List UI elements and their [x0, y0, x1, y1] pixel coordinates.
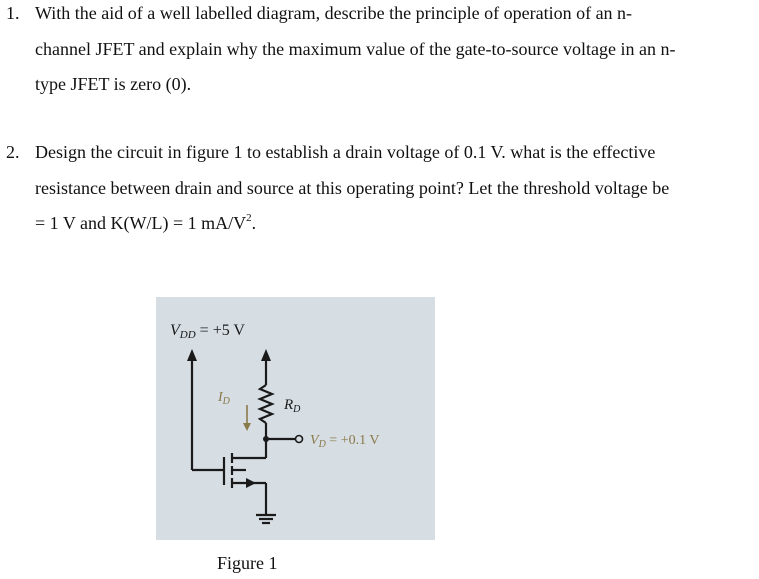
question-text — [35, 0, 755, 103]
rd-label: $R_D$ — [284, 397, 301, 415]
id-label: $I_D$ — [218, 390, 230, 407]
vd-label: $V_D = +0.1$ V — [310, 433, 380, 450]
vdd-label: VDD = +5 V — [170, 322, 245, 341]
question-line: type JFET is zero (0). — [35, 74, 192, 94]
current-arrow-icon — [243, 423, 251, 431]
question-line: With the aid of a well labelled diagram, describe the principle of operation of an n- — [35, 3, 633, 23]
question-number: 2. — [6, 142, 20, 162]
arrow-up-icon — [187, 349, 197, 361]
question-text — [35, 135, 755, 242]
resistor-rd — [260, 385, 272, 423]
figure-caption: Figure 1 — [217, 553, 278, 573]
superscript: 2 — [246, 212, 252, 224]
question-line: Design the circuit in figure 1 to establish a drain voltage of 0.1 V. what is the effective — [35, 142, 656, 162]
source-arrow-icon — [246, 478, 256, 488]
junction-dot — [263, 436, 269, 442]
question-line-text: = 1 V and K(W/L) = 1 mA/V — [35, 213, 247, 233]
arrow-up-icon — [261, 349, 271, 361]
question-line-last — [35, 206, 755, 242]
question-number: 1. — [6, 3, 20, 23]
question-line: channel JFET and explain why the maximum value of the gate-to-source voltage in an n- — [35, 38, 676, 59]
output-terminal — [296, 436, 303, 443]
circuit-diagram — [156, 297, 435, 540]
circuit-figure — [156, 297, 435, 540]
question-line-end: . — [251, 213, 257, 233]
question-line: resistance between drain and source at this operating point? Let the threshold voltage be — [35, 177, 670, 198]
